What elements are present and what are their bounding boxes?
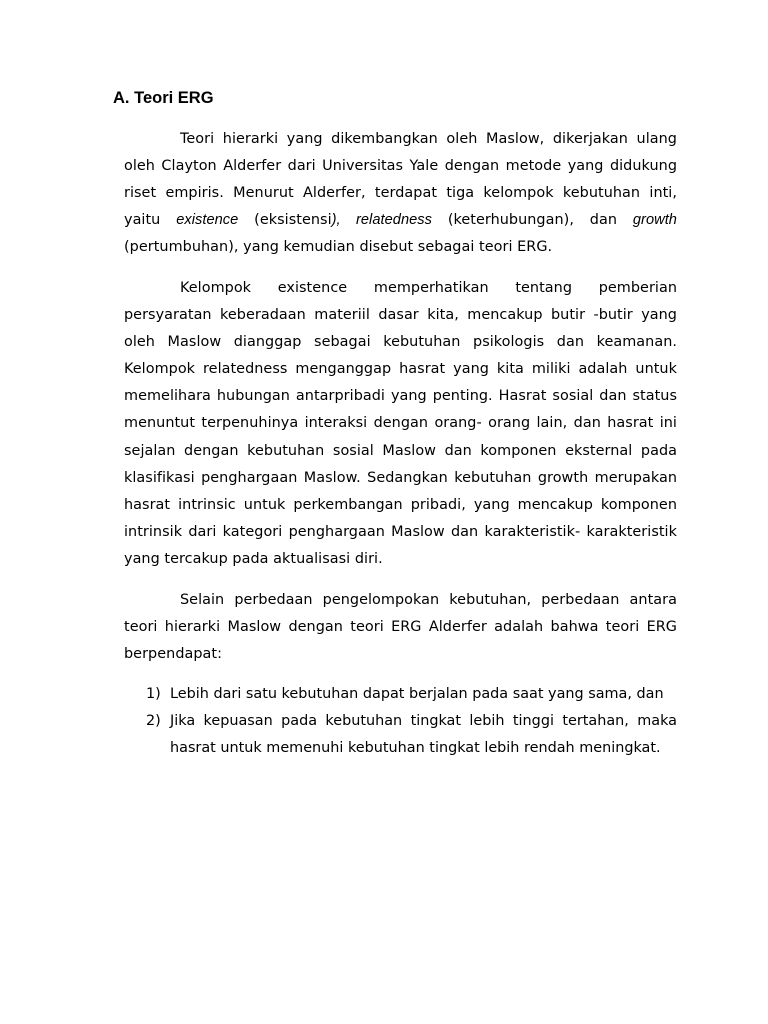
paragraph-text: Teori hierarki yang dikembangkan oleh Maslow, dikerjakan ulang oleh Clayton Alderfer dari Universitas Yale dengan metode yang didukung riset empiris. Menurut Alderfer, terdapat tiga kelompok kebutuhan inti, yaitu bbox=[124, 131, 677, 229]
section-heading: A. Teori ERG bbox=[113, 89, 214, 107]
list-item bbox=[124, 708, 677, 762]
paragraph-erg-differences: Selain perbedaan pengelompokan kebutuhan, perbedaan antara teori hierarki Maslow dengan teori ERG Alderfer adalah bahwa teori ERG berpendapat: bbox=[124, 591, 677, 662]
paragraph-text: (pertumbuhan), yang kemudian disebut sebagai teori ERG. bbox=[124, 239, 553, 256]
document-body bbox=[124, 126, 677, 763]
term-relatedness: ), relatedness bbox=[331, 212, 432, 229]
term-existence: existence bbox=[176, 212, 239, 229]
list-item-text: Lebih dari satu kebutuhan dapat berjalan pada saat yang sama, dan bbox=[170, 686, 664, 703]
list-item-number: 2) bbox=[146, 713, 161, 730]
list-item-number: 1) bbox=[146, 686, 161, 703]
paragraph-erg-groups: Kelompok existence memperhatikan tentang pemberian persyaratan keberadaan materiil dasar kita, mencakup butir -butir yang oleh Maslow dianggap sebagai kebutuhan psikologis dan keamanan. Kelompok relatedness menganggap hasrat yang kita miliki adalah untuk memelihara hubungan antarpribadi yang penting. Hasrat sosial dan status menuntut terpenuhinya interaksi dengan orang- orang lain, dan hasrat ini sejalan dengan kebutuhan sosial Maslow dan komponen eksternal pada klasifikasi penghargaan Maslow. Sedangkan kebutuhan growth merupakan hasrat intrinsic untuk perkembangan pribadi, yang mencakup komponen intrinsik dari kategori penghargaan Maslow dan karakteristik- karakteristik yang tercakup pada aktualisasi diri. bbox=[124, 279, 677, 567]
paragraph-erg-intro bbox=[124, 126, 677, 261]
list-item bbox=[124, 681, 677, 708]
list-item-text: Jika kepuasan pada kebutuhan tingkat lebih tinggi tertahan, maka hasrat untuk memenuhi kebutuhan tingkat lebih rendah meningkat. bbox=[170, 713, 677, 757]
paragraph-text: (eksistensi bbox=[238, 212, 332, 229]
paragraph-text: (keterhubungan), dan bbox=[431, 212, 633, 229]
term-growth: growth bbox=[632, 212, 677, 229]
numbered-list bbox=[124, 681, 677, 762]
